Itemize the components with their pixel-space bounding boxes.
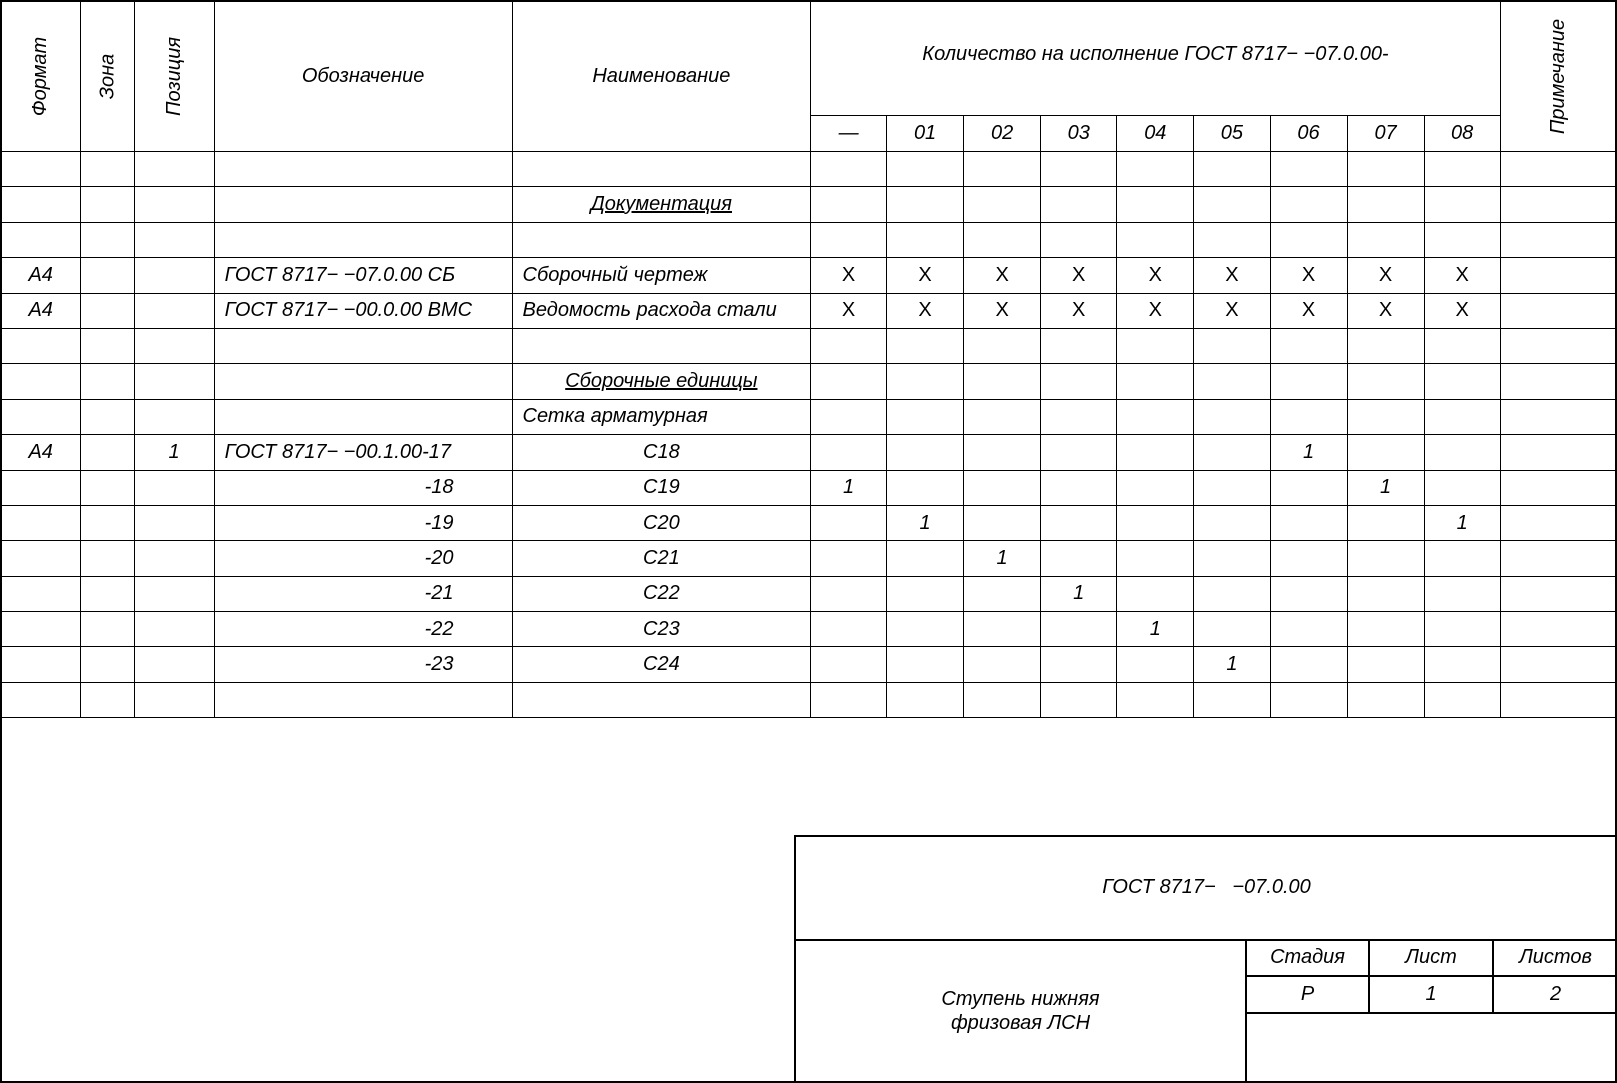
table-row	[1, 152, 1617, 187]
cell-name: Ведомость расхода стали	[512, 293, 811, 328]
cell-qty-7	[1347, 328, 1424, 363]
cell-note	[1500, 399, 1616, 434]
cell-qty-2	[964, 505, 1041, 540]
cell-format	[1, 470, 81, 505]
cell-qty-8	[1424, 682, 1500, 717]
cell-qty-4	[1117, 541, 1194, 576]
cell-note	[1500, 364, 1616, 399]
cell-position	[134, 647, 214, 682]
cell-zone	[81, 541, 134, 576]
cell-qty-7: X	[1347, 293, 1424, 328]
cell-qty-6: 1	[1270, 435, 1347, 470]
cell-qty-1	[887, 541, 964, 576]
cell-note	[1500, 328, 1616, 363]
cell-designation	[214, 152, 512, 187]
cell-qty-0	[811, 576, 887, 611]
table-row	[1, 187, 1617, 222]
variant-header-5: 05	[1194, 116, 1270, 152]
cell-qty-7	[1347, 541, 1424, 576]
cell-qty-2: X	[964, 293, 1041, 328]
cell-qty-2: X	[964, 258, 1041, 293]
cell-qty-0	[811, 222, 887, 257]
cell-qty-3: 1	[1041, 576, 1117, 611]
cell-zone	[81, 328, 134, 363]
cell-qty-5	[1194, 364, 1270, 399]
variant-header-4: 04	[1117, 116, 1194, 152]
cell-qty-5	[1194, 612, 1270, 647]
cell-qty-1	[887, 682, 964, 717]
cell-name: С22	[512, 576, 811, 611]
cell-qty-3	[1041, 222, 1117, 257]
cell-qty-0	[811, 682, 887, 717]
cell-qty-0: X	[811, 258, 887, 293]
cell-designation	[214, 222, 512, 257]
cell-format	[1, 187, 81, 222]
cell-designation: ГОСТ 8717− −07.0.00 СБ	[214, 258, 512, 293]
cell-qty-1	[887, 647, 964, 682]
cell-qty-8	[1424, 152, 1500, 187]
cell-format	[1, 222, 81, 257]
cell-qty-6	[1270, 541, 1347, 576]
sheet-label: Лист	[1405, 946, 1457, 968]
cell-position	[134, 612, 214, 647]
cell-designation: ГОСТ 8717− −00.1.00-17	[214, 435, 512, 470]
cell-qty-4	[1117, 647, 1194, 682]
cell-qty-1: X	[887, 258, 964, 293]
cell-qty-4	[1117, 364, 1194, 399]
cell-format	[1, 328, 81, 363]
table-row	[1, 470, 1617, 505]
cell-zone	[81, 152, 134, 187]
table-row	[1, 576, 1617, 611]
cell-qty-4: X	[1117, 258, 1194, 293]
cell-qty-3	[1041, 328, 1117, 363]
cell-qty-1	[887, 399, 964, 434]
cell-qty-7	[1347, 399, 1424, 434]
cell-qty-4	[1117, 152, 1194, 187]
cell-qty-6	[1270, 682, 1347, 717]
cell-qty-1: 1	[887, 505, 964, 540]
cell-qty-4	[1117, 328, 1194, 363]
cell-qty-8	[1424, 647, 1500, 682]
cell-qty-6	[1270, 647, 1347, 682]
header-position: Позиция	[134, 1, 214, 152]
stage-label: Стадия	[1270, 946, 1345, 968]
cell-qty-8: 1	[1424, 505, 1500, 540]
cell-zone	[81, 435, 134, 470]
cell-format: А4	[1, 435, 81, 470]
cell-zone	[81, 470, 134, 505]
cell-qty-5	[1194, 399, 1270, 434]
cell-qty-3	[1041, 541, 1117, 576]
cell-position	[134, 152, 214, 187]
cell-qty-6	[1270, 612, 1347, 647]
cell-qty-1: X	[887, 293, 964, 328]
cell-zone	[81, 647, 134, 682]
cell-qty-0	[811, 647, 887, 682]
cell-qty-1	[887, 612, 964, 647]
table-row	[1, 612, 1617, 647]
cell-format	[1, 152, 81, 187]
cell-designation: ГОСТ 8717− −00.0.00 ВМС	[214, 293, 512, 328]
cell-qty-2	[964, 364, 1041, 399]
cell-designation	[214, 682, 512, 717]
cell-qty-1	[887, 187, 964, 222]
table-row	[1, 682, 1617, 717]
cell-designation: -23	[214, 647, 512, 682]
cell-qty-6	[1270, 505, 1347, 540]
cell-note	[1500, 647, 1616, 682]
cell-zone	[81, 399, 134, 434]
cell-qty-5: X	[1194, 258, 1270, 293]
cell-name: Сборочный чертеж	[512, 258, 811, 293]
cell-qty-6	[1270, 328, 1347, 363]
cell-name: С20	[512, 505, 811, 540]
cell-qty-5	[1194, 328, 1270, 363]
cell-qty-3	[1041, 470, 1117, 505]
cell-qty-0	[811, 152, 887, 187]
cell-name: С24	[512, 647, 811, 682]
cell-qty-1	[887, 435, 964, 470]
cell-qty-8: X	[1424, 293, 1500, 328]
cell-name: Сборочные единицы	[512, 364, 811, 399]
cell-qty-3	[1041, 435, 1117, 470]
cell-qty-5: 1	[1194, 647, 1270, 682]
cell-qty-5: X	[1194, 293, 1270, 328]
cell-format	[1, 612, 81, 647]
cell-designation	[214, 187, 512, 222]
header-designation: Обозначение	[214, 1, 512, 152]
cell-qty-3: X	[1041, 258, 1117, 293]
cell-qty-7	[1347, 187, 1424, 222]
variant-header-3: 03	[1041, 116, 1117, 152]
cell-qty-6: X	[1270, 293, 1347, 328]
table-row	[1, 328, 1617, 363]
cell-qty-2	[964, 187, 1041, 222]
cell-note	[1500, 258, 1616, 293]
cell-qty-7	[1347, 612, 1424, 647]
cell-qty-7	[1347, 152, 1424, 187]
cell-qty-0	[811, 435, 887, 470]
header-zone: Зона	[81, 1, 134, 152]
stage-value: Р	[1300, 983, 1315, 1005]
cell-qty-7	[1347, 435, 1424, 470]
cell-designation: -19	[214, 505, 512, 540]
header-row	[1, 1, 1617, 116]
cell-qty-6	[1270, 470, 1347, 505]
cell-qty-5	[1194, 435, 1270, 470]
cell-qty-0	[811, 187, 887, 222]
cell-qty-5	[1194, 152, 1270, 187]
cell-designation: -20	[214, 541, 512, 576]
cell-zone	[81, 505, 134, 540]
cell-note	[1500, 293, 1616, 328]
cell-position	[134, 258, 214, 293]
table-row	[1, 258, 1617, 293]
cell-qty-3	[1041, 187, 1117, 222]
cell-qty-0	[811, 399, 887, 434]
cell-format: А4	[1, 258, 81, 293]
cell-note	[1500, 435, 1616, 470]
table-row	[1, 293, 1617, 328]
sheets-value: 2	[1549, 983, 1562, 1005]
cell-format	[1, 364, 81, 399]
cell-qty-8: X	[1424, 258, 1500, 293]
table-row	[1, 222, 1617, 257]
cell-qty-8	[1424, 222, 1500, 257]
cell-qty-8	[1424, 541, 1500, 576]
cell-qty-4	[1117, 435, 1194, 470]
cell-designation	[214, 399, 512, 434]
cell-qty-3	[1041, 152, 1117, 187]
cell-name	[512, 152, 811, 187]
cell-qty-8	[1424, 470, 1500, 505]
cell-qty-7	[1347, 505, 1424, 540]
cell-qty-4	[1117, 682, 1194, 717]
cell-name: С21	[512, 541, 811, 576]
variant-header-2: 02	[964, 116, 1041, 152]
cell-qty-0	[811, 364, 887, 399]
cell-qty-6	[1270, 399, 1347, 434]
cell-position	[134, 364, 214, 399]
cell-qty-6	[1270, 364, 1347, 399]
cell-position	[134, 222, 214, 257]
cell-qty-7	[1347, 222, 1424, 257]
header-note: Примечание	[1500, 1, 1616, 152]
cell-name	[512, 328, 811, 363]
cell-qty-0	[811, 541, 887, 576]
cell-zone	[81, 576, 134, 611]
cell-format: А4	[1, 293, 81, 328]
cell-qty-7	[1347, 364, 1424, 399]
cell-qty-7: 1	[1347, 470, 1424, 505]
cell-format	[1, 505, 81, 540]
variant-header-1: 01	[887, 116, 964, 152]
cell-qty-3	[1041, 399, 1117, 434]
cell-name	[512, 222, 811, 257]
cell-format	[1, 647, 81, 682]
stage-values-line	[1245, 1012, 1617, 1014]
cell-qty-3	[1041, 505, 1117, 540]
product-name-line-2: фризовая ЛСН	[950, 1012, 1091, 1034]
document-code: ГОСТ 8717− −07.0.00	[1102, 876, 1311, 898]
cell-qty-0	[811, 505, 887, 540]
cell-position	[134, 541, 214, 576]
cell-qty-3	[1041, 364, 1117, 399]
cell-qty-3	[1041, 647, 1117, 682]
cell-qty-0: 1	[811, 470, 887, 505]
cell-format	[1, 541, 81, 576]
variant-header-7: 07	[1347, 116, 1424, 152]
header-quantity-title: Количество на исполнение ГОСТ 8717− −07.0.00-	[811, 1, 1501, 116]
cell-zone	[81, 364, 134, 399]
table-row	[1, 435, 1617, 470]
cell-position	[134, 682, 214, 717]
cell-qty-2	[964, 682, 1041, 717]
cell-name: С23	[512, 612, 811, 647]
cell-format	[1, 576, 81, 611]
cell-qty-3	[1041, 682, 1117, 717]
cell-qty-8	[1424, 364, 1500, 399]
table-row	[1, 541, 1617, 576]
cell-qty-1	[887, 152, 964, 187]
cell-qty-2	[964, 647, 1041, 682]
cell-designation: -21	[214, 576, 512, 611]
cell-position	[134, 293, 214, 328]
cell-name: С18	[512, 435, 811, 470]
cell-qty-8	[1424, 187, 1500, 222]
cell-position: 1	[134, 435, 214, 470]
cell-note	[1500, 505, 1616, 540]
cell-qty-1	[887, 364, 964, 399]
cell-note	[1500, 222, 1616, 257]
cell-qty-5	[1194, 541, 1270, 576]
cell-qty-2: 1	[964, 541, 1041, 576]
cell-qty-4: X	[1117, 293, 1194, 328]
title-block-left-line	[794, 835, 796, 1083]
cell-position	[134, 328, 214, 363]
cell-qty-4	[1117, 187, 1194, 222]
cell-designation	[214, 364, 512, 399]
cell-position	[134, 470, 214, 505]
cell-qty-2	[964, 576, 1041, 611]
cell-zone	[81, 222, 134, 257]
cell-zone	[81, 682, 134, 717]
title-block-top-line	[794, 835, 1617, 837]
cell-note	[1500, 541, 1616, 576]
cell-zone	[81, 293, 134, 328]
cell-qty-2	[964, 152, 1041, 187]
cell-qty-4	[1117, 576, 1194, 611]
cell-note	[1500, 187, 1616, 222]
cell-qty-8	[1424, 612, 1500, 647]
cell-note	[1500, 152, 1616, 187]
cell-qty-5	[1194, 682, 1270, 717]
cell-qty-5	[1194, 576, 1270, 611]
sheets-label: Листов	[1519, 946, 1592, 968]
header-name: Наименование	[512, 1, 811, 152]
cell-qty-2	[964, 222, 1041, 257]
cell-qty-5	[1194, 187, 1270, 222]
cell-qty-8	[1424, 328, 1500, 363]
variant-header-8: 08	[1424, 116, 1500, 152]
cell-format	[1, 682, 81, 717]
product-name-line-1: Ступень нижняя	[941, 988, 1100, 1010]
cell-qty-2	[964, 612, 1041, 647]
cell-qty-5	[1194, 222, 1270, 257]
cell-qty-1	[887, 222, 964, 257]
cell-qty-4	[1117, 222, 1194, 257]
cell-zone	[81, 258, 134, 293]
cell-position	[134, 505, 214, 540]
table-row	[1, 364, 1617, 399]
cell-note	[1500, 576, 1616, 611]
cell-format	[1, 399, 81, 434]
cell-qty-3	[1041, 612, 1117, 647]
variant-header-6: 06	[1270, 116, 1347, 152]
cell-qty-4	[1117, 505, 1194, 540]
cell-qty-8	[1424, 399, 1500, 434]
cell-qty-6: X	[1270, 258, 1347, 293]
table-row	[1, 399, 1617, 434]
cell-qty-4	[1117, 399, 1194, 434]
product-name	[796, 987, 1245, 1035]
cell-designation: -18	[214, 470, 512, 505]
cell-qty-6	[1270, 222, 1347, 257]
cell-qty-8	[1424, 435, 1500, 470]
header-format: Формат	[1, 1, 81, 152]
cell-qty-3: X	[1041, 293, 1117, 328]
cell-qty-6	[1270, 576, 1347, 611]
cell-qty-4	[1117, 470, 1194, 505]
cell-name: Документация	[512, 187, 811, 222]
cell-qty-5	[1194, 505, 1270, 540]
cell-qty-0	[811, 328, 887, 363]
cell-qty-8	[1424, 576, 1500, 611]
cell-qty-7: X	[1347, 258, 1424, 293]
cell-qty-2	[964, 470, 1041, 505]
cell-qty-7	[1347, 647, 1424, 682]
cell-name: Сетка арматурная	[512, 399, 811, 434]
table-row	[1, 505, 1617, 540]
cell-qty-7	[1347, 682, 1424, 717]
cell-qty-2	[964, 399, 1041, 434]
cell-qty-1	[887, 470, 964, 505]
sheet-value: 1	[1425, 983, 1437, 1005]
cell-qty-0: X	[811, 293, 887, 328]
cell-designation: -22	[214, 612, 512, 647]
cell-position	[134, 187, 214, 222]
cell-qty-2	[964, 328, 1041, 363]
cell-qty-2	[964, 435, 1041, 470]
cell-zone	[81, 187, 134, 222]
stage-labels-line	[1245, 975, 1617, 977]
cell-qty-1	[887, 328, 964, 363]
cell-qty-1	[887, 576, 964, 611]
variant-header-0: —	[811, 116, 887, 152]
cell-qty-5	[1194, 470, 1270, 505]
cell-name	[512, 682, 811, 717]
cell-note	[1500, 682, 1616, 717]
cell-qty-6	[1270, 152, 1347, 187]
cell-qty-0	[811, 612, 887, 647]
cell-position	[134, 576, 214, 611]
table-row	[1, 647, 1617, 682]
cell-qty-7	[1347, 576, 1424, 611]
cell-note	[1500, 612, 1616, 647]
cell-qty-6	[1270, 187, 1347, 222]
cell-zone	[81, 612, 134, 647]
cell-designation	[214, 328, 512, 363]
cell-note	[1500, 470, 1616, 505]
cell-position	[134, 399, 214, 434]
cell-name: С19	[512, 470, 811, 505]
cell-qty-4: 1	[1117, 612, 1194, 647]
